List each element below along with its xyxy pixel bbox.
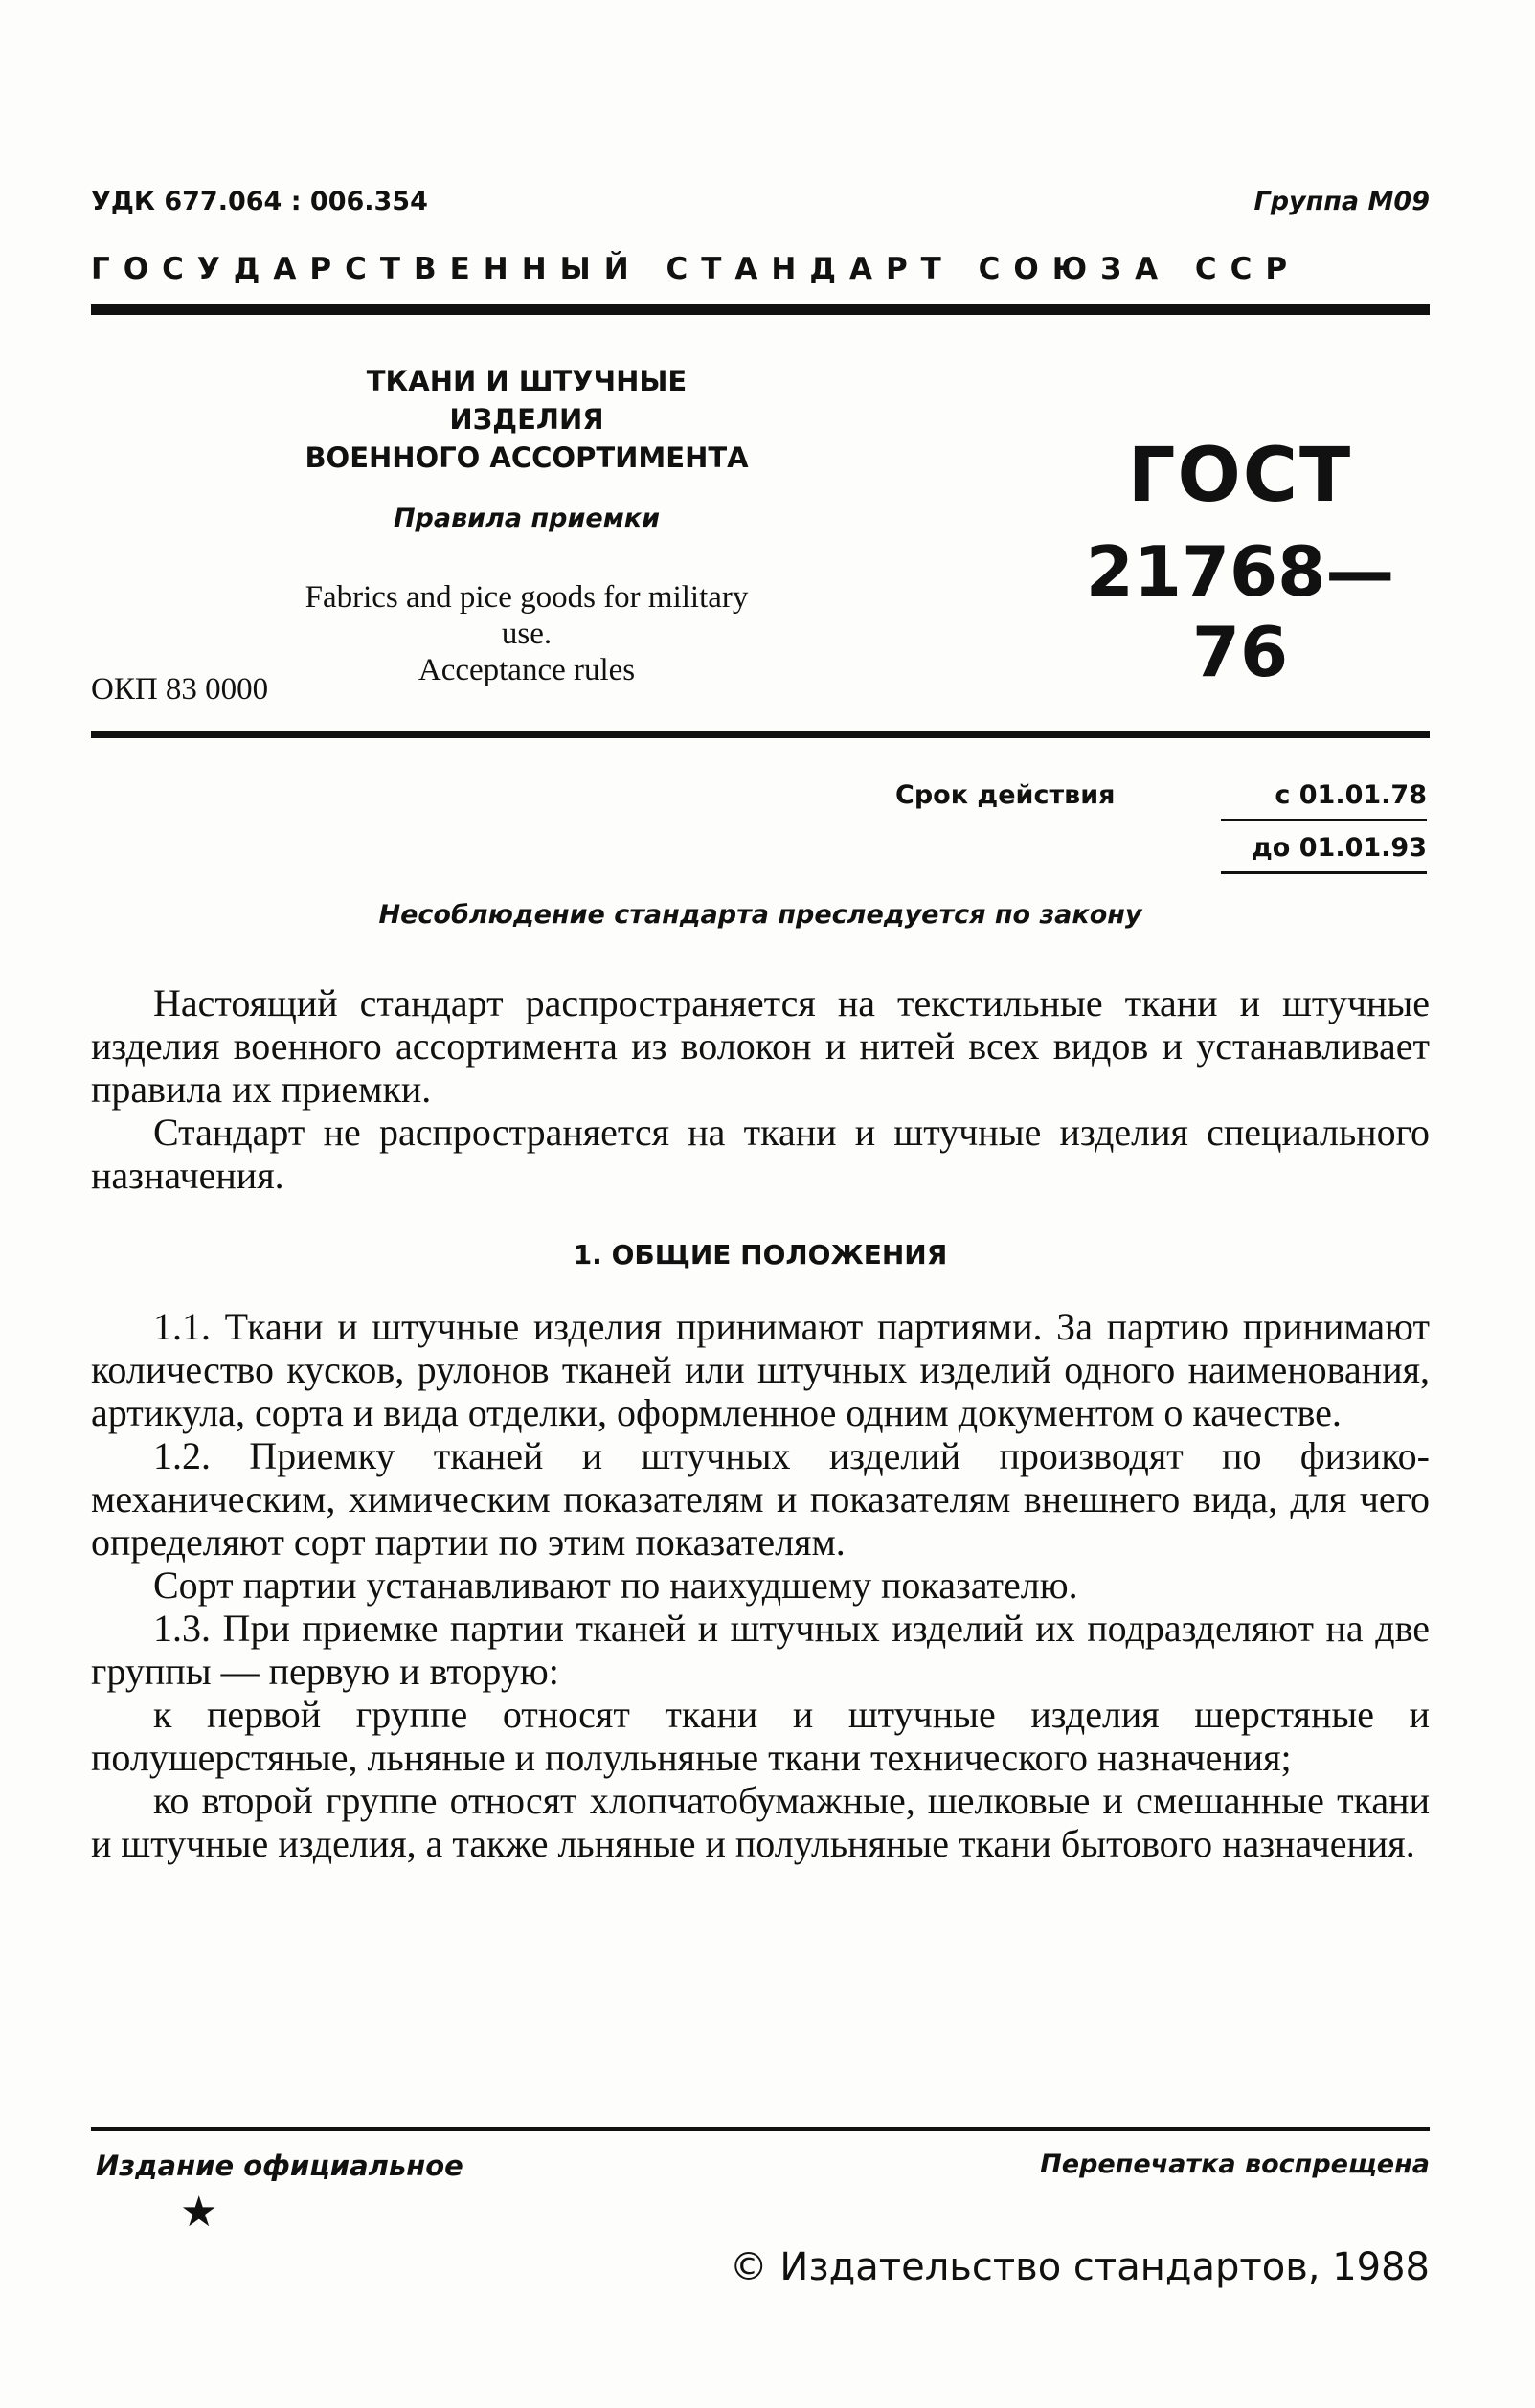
group-code: Группа М09: [1253, 187, 1430, 216]
top-divider: [91, 304, 1430, 315]
section-heading: 1. ОБЩИЕ ПОЛОЖЕНИЯ: [573, 1239, 948, 1271]
intro-paragraph: Стандарт не распространяется на ткани и штучные изделия специального назначения.: [91, 1111, 1430, 1197]
section-paragraph: Сорт партии устанавливают по наихудшему показателю.: [153, 1564, 1078, 1607]
validity-from-underline: [1221, 819, 1427, 821]
english-title: [287, 579, 766, 688]
bottom-divider: [91, 2127, 1430, 2131]
udk-code: УДК 677.064 : 006.354: [91, 187, 428, 216]
intro-paragraph: Настоящий стандарт распространяется на текстильные ткани и штучные изделия военного ассортимента из волокон и нитей всех видов и устанавливает правила их приемки.: [91, 981, 1430, 1111]
validity-to: до 01.01.93: [1252, 833, 1427, 863]
okp-code: ОКП 83 0000: [91, 672, 269, 707]
document-title: [287, 362, 766, 477]
english-title-line-2: Acceptance rules: [418, 653, 636, 687]
english-title-line-1: Fabrics and pice goods for military use.: [305, 580, 749, 651]
validity-from: с 01.01.78: [1275, 780, 1427, 810]
star-icon: ★: [180, 2189, 218, 2236]
section-paragraph: к первой группе относят ткани и штучные изделия шерстяные и полушерстяные, льняные и полульняные ткани технического назначения;: [91, 1693, 1430, 1779]
state-standard-banner: ГОСУДАРСТВЕННЫЙ СТАНДАРТ СОЮЗА ССР: [91, 252, 1301, 286]
title-line-2: ВОЕННОГО АССОРТИМЕНТА: [305, 441, 749, 474]
gost-number: 21768—76: [1085, 531, 1395, 692]
document-body: [91, 981, 1430, 1865]
title-line-1: ТКАНИ И ШТУЧНЫЕ ИЗДЕЛИЯ: [366, 365, 688, 436]
section-paragraph: 1.2. Приемку тканей и штучных изделий производят по физико-механическим, химическим показателям и показателям внешнего вида, для чего определяют сорт партии по этим показателям.: [91, 1434, 1430, 1564]
validity-label: Срок действия: [895, 780, 1116, 810]
document-subtitle: Правила приемки: [393, 504, 661, 533]
section-paragraph: 1.1. Ткани и штучные изделия принимают партиями. За партию принимают количество кусков, рулонов тканей или штучных изделий одного наименования, артикула, сорта и вида отделки, оформленное одним документом о качестве.: [91, 1305, 1430, 1434]
law-notice: Несоблюдение стандарта преследуется по закону: [378, 900, 1142, 930]
section-paragraph: 1.3. При приемке партии тканей и штучных изделий их подразделяют на две группы — первую и вторую:: [91, 1607, 1430, 1693]
gost-label: ГОСТ: [1127, 433, 1353, 519]
section-paragraph: ко второй группе относят хлопчатобумажные, шелковые и смешанные ткани и штучные изделия, а также льняные и полульняные ткани бытового назначения.: [91, 1779, 1430, 1865]
title-block: [287, 362, 766, 688]
copyright-notice: © Издательство стандартов, 1988: [729, 2245, 1430, 2289]
official-edition-label: Издание официальное: [96, 2149, 463, 2182]
middle-divider: [91, 731, 1430, 738]
validity-to-underline: [1221, 871, 1427, 874]
reprint-notice: Перепечатка воспрещена: [1040, 2149, 1430, 2179]
